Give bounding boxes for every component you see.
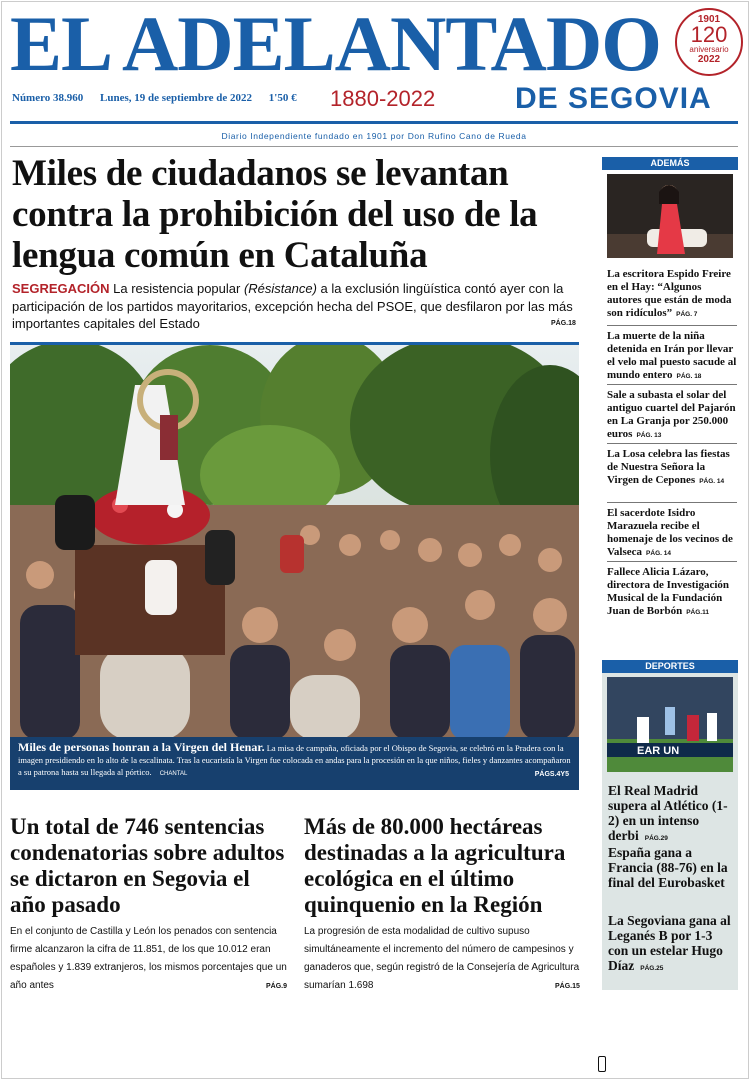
stadium-banner: EAR UN: [637, 745, 680, 757]
story-agriculture[interactable]: [304, 814, 584, 995]
sidebar-item[interactable]: [607, 268, 737, 323]
sidebar-item-page: PÁG. 13: [636, 432, 662, 439]
sidebar-item-page: PÁG. 7: [676, 311, 698, 318]
sidebar-item-text: Sale a subasta el solar del antiguo cuartel del Pajarón en La Granja por 250.000 euros: [607, 389, 736, 440]
sidebar-item-text: La Losa celebra las fiestas de Nuestra Señora la Virgen de Cepones: [607, 448, 730, 486]
sports-photo[interactable]: [607, 677, 733, 772]
sports-header: DEPORTES: [602, 660, 738, 673]
issue-number: Número 38.960: [12, 92, 84, 104]
anniversary-year-end: 2022: [697, 54, 721, 65]
sidebar-item[interactable]: [607, 448, 737, 500]
main-kicker: SEGREGACIÓN: [12, 281, 110, 296]
main-lead-part1: La resistencia popular: [113, 281, 244, 296]
anniversary-label: aniversario: [689, 45, 729, 54]
story-page-ref: PÁG.15: [555, 983, 580, 990]
sports-item-page: PÁG.25: [640, 965, 664, 972]
sports-item[interactable]: [608, 913, 734, 976]
sports-item[interactable]: [608, 783, 734, 845]
sidebar-item-page: PÁG. 14: [646, 550, 671, 557]
sidebar-header: ADEMÁS: [602, 157, 738, 170]
author-portrait: [607, 174, 733, 258]
masthead-subtitle: DE SEGOVIA: [515, 82, 712, 115]
caption-title: Miles de personas honran a la Virgen del Henar.: [18, 740, 265, 754]
divider: [10, 146, 738, 147]
caption-page-ref: PÁGS.4Y5: [534, 771, 569, 778]
procession-illustration: [10, 345, 579, 737]
sidebar-list: [607, 268, 737, 618]
sports-item-text: España gana a Francia (88-76) en la final del Eurobasket: [608, 845, 728, 890]
sidebar-item[interactable]: [607, 330, 737, 382]
sidebar-item-text: Fallece Alicia Lázaro, directora de Investigación Musical de la Fundación Juan de Borbón: [607, 566, 730, 617]
masthead-rule: [10, 121, 738, 124]
masthead-years: 1880-2022: [330, 86, 436, 111]
photo-caption: [10, 737, 579, 790]
sports-item-text: El Real Madrid supera al Atlético (1-2) en un intenso derbi: [608, 783, 728, 843]
sidebar-item-text: El sacerdote Isidro Marazuela recibe el homenaje de los vecinos de Valseca: [607, 507, 733, 558]
main-lead-part2: a la exclusión lingüística contó ayer con la participación de los partidos mayoritarios, excepción hecha del PSOE, que desfilaron por las más importantes capitales del Estado: [12, 281, 573, 331]
sidebar-item[interactable]: [607, 389, 737, 441]
story-text: En el conjunto de Castilla y León los penados con sentencia firme alcanzaron la cifra de 11.851, de los que 10.012 eran españoles y 1.839 extranjeros, los mismos porcentajes que un año antes: [10, 926, 287, 991]
photo-credit: CHANTAL: [159, 771, 188, 777]
sports-list: [608, 783, 734, 976]
sidebar-divider: [607, 325, 737, 326]
football-match-illustration: [607, 677, 733, 772]
sidebar-divider: [607, 443, 737, 444]
sidebar-divider: [607, 502, 737, 503]
issue-info: [12, 92, 311, 104]
story-sentences[interactable]: [10, 814, 290, 995]
story-text: La progresión de esta modalidad de cultivo supuso simultáneamente el incremento del número de campesinos y ganaderos que, según registró de la Consejería de Agricultura sumarían 1.698: [304, 926, 580, 991]
story-headline[interactable]: Más de 80.000 hectáreas destinadas a la agricultura ecológica en el último quinquenio en la Región: [304, 814, 566, 917]
issue-price: 1'50 €: [268, 92, 297, 104]
sidebar-divider: [607, 384, 737, 385]
sidebar-item-page: PÁG.11: [686, 609, 709, 616]
issue-date: Lunes, 19 de septiembre de 2022: [100, 92, 253, 104]
main-headline[interactable]: Miles de ciudadanos se levantan contra la prohibición del uso de la lengua común en Cataluña: [12, 153, 538, 276]
caption-text: La misa de campaña, oficiada por el Obispo de Segovia, se celebró en la Pradera con la imagen presidiendo en lo alto de la escalinata. Tras la eucaristía la Virgen fue colocada en andas para la procesión en la que niños, fieles y danzantes acompañaron a su patrona hasta su llegada al pórtico.: [18, 743, 571, 777]
main-photo[interactable]: [10, 342, 579, 737]
main-lead-italic: (Résistance): [243, 281, 317, 296]
anniversary-seal: [675, 8, 743, 76]
sidebar-item-page: PÁG. 18: [676, 373, 702, 380]
scan-mark: [598, 1056, 606, 1072]
main-page-ref: PÁG.18: [551, 320, 576, 327]
masthead-tagline: Diario Independiente fundado en 1901 por Don Rufino Cano de Rueda: [221, 131, 527, 141]
sidebar-item[interactable]: [607, 566, 737, 618]
sidebar-photo[interactable]: [607, 174, 733, 258]
anniversary-year-start: 1901: [697, 14, 721, 25]
sports-item[interactable]: [608, 845, 734, 913]
main-lead: [12, 280, 582, 333]
story-page-ref: PÁG.9: [266, 983, 288, 990]
anniversary-number: 120: [690, 22, 728, 47]
story-headline[interactable]: Un total de 746 sentencias condenatorias sobre adultos se dictaron en Segovia el año pasado: [10, 814, 285, 917]
sports-item-text: La Segoviana gana al Leganés B por 1-3 con un estelar Hugo Díaz: [608, 913, 731, 973]
sidebar-item-text: La escritora Espido Freire en el Hay: “Algunos autores que están de moda son ridículos”: [607, 268, 732, 319]
masthead-title[interactable]: EL ADELANTADO: [10, 0, 661, 87]
sidebar-item-text: La muerte de la niña detenida en Irán por llevar el velo mal puesto sacude al mundo entero: [607, 330, 737, 381]
sidebar-item[interactable]: [607, 507, 737, 559]
sidebar-item-page: PÁG. 14: [699, 478, 725, 485]
sports-item-page: PÁG.29: [644, 835, 668, 842]
sidebar-divider: [607, 561, 737, 562]
